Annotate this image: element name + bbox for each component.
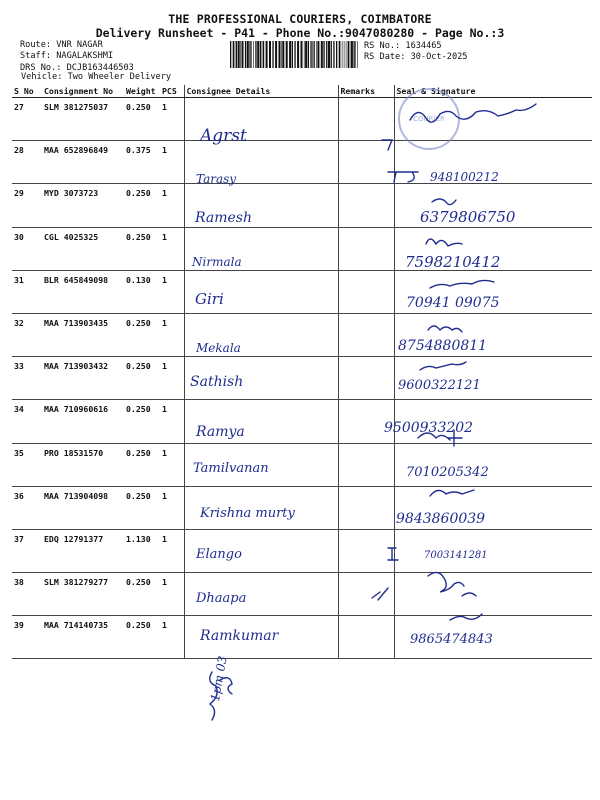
cell-sno: 30	[12, 227, 42, 270]
cell-consignment: MAA 713904098	[42, 486, 124, 529]
barcode-bar	[294, 41, 295, 68]
col-consignment: Consignment No	[42, 85, 124, 98]
col-sno: S No	[12, 85, 42, 98]
barcode-bar	[266, 41, 268, 68]
cell-remarks	[338, 98, 394, 141]
cell-consignee	[184, 443, 338, 486]
cell-consignment: CGL 4025325	[42, 227, 124, 270]
barcode-bar	[314, 41, 315, 68]
cell-remarks	[338, 227, 394, 270]
cell-pcs: 1	[160, 270, 184, 313]
cell-seal-signature	[394, 616, 592, 659]
cell-pcs: 1	[160, 313, 184, 356]
table-row	[12, 141, 592, 184]
barcode-bar	[316, 41, 317, 68]
table-row	[12, 486, 592, 529]
cell-sno: 31	[12, 270, 42, 313]
cell-sno: 37	[12, 529, 42, 572]
barcode-bar	[275, 41, 277, 68]
cell-remarks	[338, 529, 394, 572]
hw-phone: 7010205342	[406, 465, 489, 480]
barcode-bar	[323, 41, 324, 68]
cell-seal-signature	[394, 313, 592, 356]
cell-pcs: 1	[160, 486, 184, 529]
hw-phone: 9843860039	[396, 511, 486, 527]
barcode-bar	[357, 41, 358, 68]
cell-weight: 0.375	[124, 141, 160, 184]
cell-seal-signature	[394, 573, 592, 616]
cell-sno: 39	[12, 616, 42, 659]
col-pcs: PCS	[160, 85, 184, 98]
barcode-bar	[230, 41, 231, 68]
barcode-bar	[339, 41, 340, 68]
table-row	[12, 184, 592, 227]
cell-consignment: MAA 713903432	[42, 357, 124, 400]
barcode-bar	[333, 41, 334, 68]
table-row	[12, 270, 592, 313]
hw-phone: 9500933202	[384, 420, 474, 436]
hw-name: Elango	[196, 547, 242, 562]
barcode-bar	[305, 41, 307, 68]
cell-consignee	[184, 529, 338, 572]
cell-weight: 0.250	[124, 443, 160, 486]
cell-pcs: 1	[160, 184, 184, 227]
drs-number: DRS No.: DCJB163446503	[20, 63, 134, 73]
barcode-bar	[328, 41, 330, 68]
hw-name: Tarasy	[196, 172, 237, 186]
hw-phone: 6379806750	[420, 208, 516, 226]
hw-name: Ramya	[196, 424, 245, 440]
cell-sno: 33	[12, 357, 42, 400]
barcode-bar	[269, 41, 271, 68]
cell-seal-signature	[394, 357, 592, 400]
hw-name: Agrst	[200, 126, 247, 146]
barcode-bar	[343, 41, 344, 68]
barcode-bar	[245, 41, 246, 68]
cell-sno: 29	[12, 184, 42, 227]
barcode-bar	[251, 41, 252, 68]
cell-consignee	[184, 486, 338, 529]
barcode-bar	[348, 41, 349, 68]
hw-phone: 8754880811	[398, 338, 488, 354]
cell-pcs: 1	[160, 443, 184, 486]
hw-name: Tamilvanan	[193, 461, 269, 476]
barcode-bar	[350, 41, 351, 68]
table-row	[12, 98, 592, 141]
table-row	[12, 573, 592, 616]
cell-consignment: BLR 645849098	[42, 270, 124, 313]
cell-consignee	[184, 270, 338, 313]
hw-margin-note: 1pm 03	[208, 654, 230, 703]
cell-consignment: MAA 710960616	[42, 400, 124, 443]
cell-sno: 35	[12, 443, 42, 486]
staff-label: Staff: NAGALAKSHMI	[20, 51, 114, 61]
cell-sno: 27	[12, 98, 42, 141]
cell-consignment: MAA 713903435	[42, 313, 124, 356]
barcode-bar	[262, 41, 263, 68]
col-seal-signature: Seal & Signature	[394, 85, 592, 98]
barcode-bar	[238, 41, 240, 68]
table-row	[12, 357, 592, 400]
cell-weight: 0.250	[124, 400, 160, 443]
cell-seal-signature	[394, 486, 592, 529]
hw-name: Nirmala	[192, 255, 242, 269]
col-consignee: Consignee Details	[184, 85, 338, 98]
barcode-bar	[247, 41, 249, 68]
table-row	[12, 443, 592, 486]
barcode-bar	[282, 41, 284, 68]
barcode-bar	[292, 41, 293, 68]
cell-remarks	[338, 313, 394, 356]
barcode-bar	[272, 41, 273, 68]
cell-consignee	[184, 616, 338, 659]
cell-consignee	[184, 184, 338, 227]
cell-weight: 0.250	[124, 573, 160, 616]
cell-weight: 0.250	[124, 98, 160, 141]
cell-consignee	[184, 400, 338, 443]
barcode-bar	[308, 41, 309, 68]
barcode-bar	[347, 41, 348, 68]
table-row	[12, 529, 592, 572]
hw-phone: 9600322121	[398, 378, 481, 393]
hw-name: Giri	[195, 290, 224, 308]
cell-pcs: 1	[160, 141, 184, 184]
seal-stamp: COURIER	[398, 88, 460, 150]
barcode-bar	[240, 41, 241, 68]
cell-seal-signature	[394, 227, 592, 270]
hw-name: Ramesh	[195, 210, 252, 226]
cell-pcs: 1	[160, 616, 184, 659]
barcode-bar	[336, 41, 337, 68]
barcode-bar	[331, 41, 332, 68]
barcode-bar	[310, 41, 311, 68]
route-label: Route: VNR NAGAR	[20, 40, 103, 50]
cell-pcs: 1	[160, 357, 184, 400]
barcode-bar	[304, 41, 305, 68]
cell-remarks	[338, 443, 394, 486]
barcode-bar	[341, 41, 342, 68]
cell-seal-signature	[394, 529, 592, 572]
cell-pcs: 1	[160, 227, 184, 270]
cell-consignee	[184, 573, 338, 616]
cell-weight: 0.250	[124, 313, 160, 356]
cell-remarks	[338, 486, 394, 529]
barcode-bar	[354, 41, 355, 68]
cell-pcs: 1	[160, 529, 184, 572]
cell-remarks	[338, 616, 394, 659]
cell-sno: 38	[12, 573, 42, 616]
hw-phone: 70941 09075	[406, 295, 500, 311]
cell-weight: 0.250	[124, 357, 160, 400]
barcode-bar	[263, 41, 264, 68]
cell-weight: 0.130	[124, 270, 160, 313]
cell-consignment: SLM 381279277	[42, 573, 124, 616]
barcode-bar	[317, 41, 319, 68]
cell-consignment: MAA 652896849	[42, 141, 124, 184]
barcode-bar	[326, 41, 327, 68]
runsheet-table	[12, 85, 592, 659]
col-weight: Weight	[124, 85, 160, 98]
barcode-bar	[345, 41, 346, 68]
cell-consignment: MAA 714140735	[42, 616, 124, 659]
barcode-bar	[351, 41, 353, 68]
rs-number: RS No.: 1634465	[364, 41, 442, 51]
cell-sno: 32	[12, 313, 42, 356]
cell-consignee	[184, 98, 338, 141]
cell-consignment: EDQ 12791377	[42, 529, 124, 572]
barcode-bar	[249, 41, 250, 68]
barcode	[230, 41, 360, 68]
barcode-bar	[279, 41, 281, 68]
cell-sno: 34	[12, 400, 42, 443]
hw-name: Sathish	[190, 374, 244, 390]
hw-name: Dhaapa	[196, 591, 247, 606]
cell-weight: 1.130	[124, 529, 160, 572]
cell-weight: 0.250	[124, 616, 160, 659]
barcode-bar	[236, 41, 237, 68]
hw-phone: 7003141281	[424, 550, 488, 561]
cell-seal-signature	[394, 270, 592, 313]
company-title: THE PROFESSIONAL COURIERS, COIMBATORE	[168, 12, 432, 26]
cell-sno: 28	[12, 141, 42, 184]
cell-consignee	[184, 313, 338, 356]
barcode-bar	[297, 41, 299, 68]
cell-consignment: PRO 18531570	[42, 443, 124, 486]
barcode-bar	[321, 41, 323, 68]
barcode-bar	[253, 41, 254, 68]
cell-seal-signature	[394, 184, 592, 227]
hw-phone: 9865474843	[410, 632, 493, 647]
cell-pcs: 1	[160, 400, 184, 443]
cell-consignment: SLM 381275037	[42, 98, 124, 141]
cell-remarks	[338, 184, 394, 227]
cell-weight: 0.250	[124, 184, 160, 227]
hw-name: Ramkumar	[200, 628, 279, 644]
table-row	[12, 400, 592, 443]
cell-pcs: 1	[160, 573, 184, 616]
col-remarks: Remarks	[338, 85, 394, 98]
cell-remarks	[338, 141, 394, 184]
rs-date: RS Date: 30-Oct-2025	[364, 52, 468, 62]
barcode-bar	[289, 41, 291, 68]
hw-name: Krishna murty	[200, 506, 295, 521]
barcode-bar	[286, 41, 288, 68]
barcode-bar	[235, 41, 236, 68]
barcode-bar	[301, 41, 303, 68]
barcode-bar	[355, 41, 356, 68]
cell-consignee	[184, 227, 338, 270]
cell-seal-signature	[394, 400, 592, 443]
cell-remarks	[338, 400, 394, 443]
cell-weight: 0.250	[124, 486, 160, 529]
table-row	[12, 227, 592, 270]
cell-consignment: MYD 3073723	[42, 184, 124, 227]
table-row	[12, 616, 592, 659]
runsheet-subtitle: Delivery Runsheet - P41 - Phone No.:9047080280 - Page No.:3	[95, 26, 505, 40]
cell-remarks	[338, 357, 394, 400]
table-row	[12, 313, 592, 356]
barcode-bar	[255, 41, 256, 68]
cell-consignee	[184, 141, 338, 184]
barcode-bar	[242, 41, 244, 68]
cell-remarks	[338, 573, 394, 616]
cell-sno: 36	[12, 486, 42, 529]
barcode-bar	[312, 41, 313, 68]
cell-remarks	[338, 270, 394, 313]
cell-consignee	[184, 357, 338, 400]
cell-pcs: 1	[160, 98, 184, 141]
table-header-row	[12, 85, 592, 98]
barcode-bar	[257, 41, 259, 68]
hw-phone: 948100212	[430, 170, 499, 184]
barcode-bar	[260, 41, 261, 68]
cell-weight: 0.250	[124, 227, 160, 270]
cell-seal-signature	[394, 443, 592, 486]
barcode-bar	[281, 41, 282, 68]
vehicle-label: Vehicle: Two Wheeler Delivery	[21, 72, 172, 82]
hw-name: Mekala	[196, 341, 241, 355]
barcode-bar	[233, 41, 234, 68]
hw-phone: 7598210412	[405, 253, 501, 271]
